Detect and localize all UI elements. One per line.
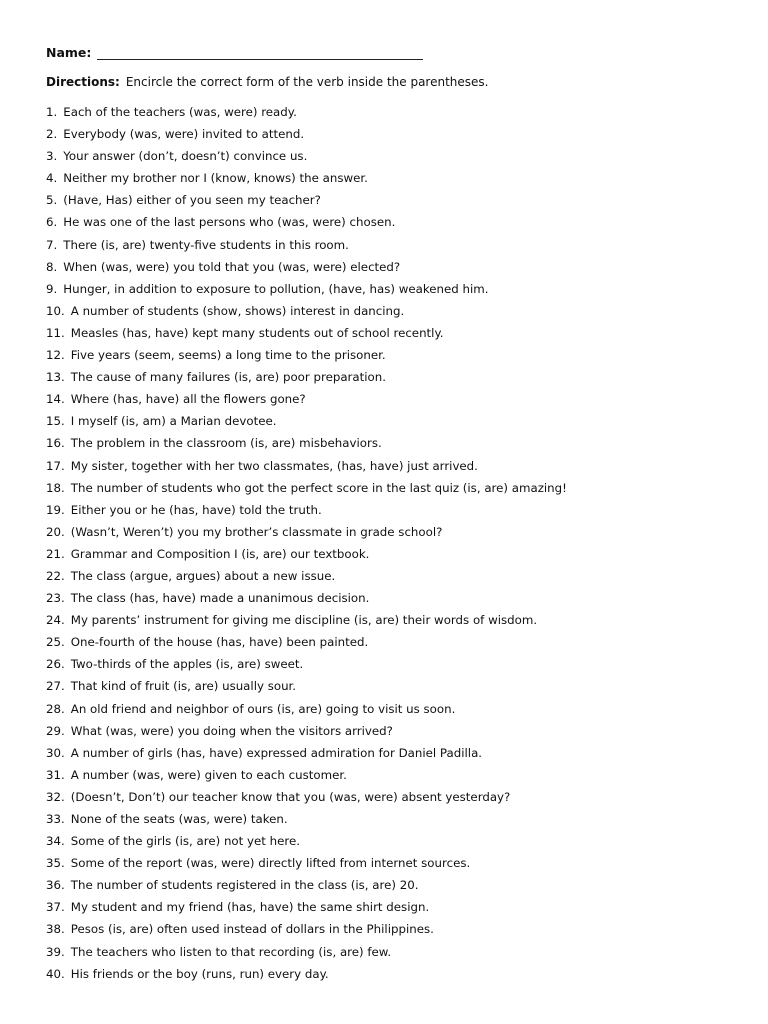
question-number: 4. [46, 171, 58, 186]
question-item [46, 963, 746, 985]
name-row [46, 40, 746, 60]
question-text: His friends or the boy (runs, run) every day. [70, 966, 329, 981]
question-item [46, 786, 746, 808]
directions-text: Encircle the correct form of the verb inside the parentheses. [125, 75, 489, 89]
question-item [46, 587, 746, 609]
question-text: Your answer (don’t, doesn’t) convince us. [63, 149, 308, 164]
question-item [46, 322, 746, 344]
name-blank-line[interactable] [97, 45, 423, 60]
question-item [46, 278, 746, 300]
question-number: 25. [46, 635, 65, 650]
question-item [46, 477, 746, 499]
question-item [46, 565, 746, 587]
question-number: 33. [46, 812, 65, 826]
question-text: The cause of many failures (is, are) poor preparation. [70, 370, 386, 385]
question-number: 37. [46, 900, 65, 915]
question-text: (Wasn’t, Weren’t) you my brother’s classmate in grade school? [70, 524, 443, 539]
question-item [46, 145, 746, 167]
question-number: 35. [46, 856, 65, 871]
question-item [46, 521, 746, 543]
question-text: A number of girls (has, have) expressed admiration for Daniel Padilla. [70, 745, 483, 760]
question-number: 8. [46, 259, 58, 274]
question-item [46, 742, 746, 764]
question-item [46, 764, 746, 786]
question-text: A number (was, were) given to each customer. [70, 767, 347, 782]
question-item [46, 366, 746, 388]
question-item [46, 499, 746, 521]
question-number: 2. [46, 127, 58, 142]
question-number: 29. [46, 723, 65, 738]
question-item [46, 675, 746, 697]
question-number: 38. [46, 922, 65, 937]
question-text: The teachers who listen to that recording (is, are) few. [70, 944, 392, 959]
question-number: 30. [46, 745, 65, 760]
question-text: Grammar and Composition I (is, are) our textbook. [70, 546, 370, 561]
question-text: Where (has, have) all the flowers gone? [70, 392, 306, 407]
name-label: Name: [46, 45, 92, 60]
question-item [46, 631, 746, 653]
question-text: My student and my friend (has, have) the same shirt design. [70, 900, 430, 915]
directions-label: Directions: [46, 75, 120, 89]
question-text: Measles (has, have) kept many students out of school recently. [70, 325, 444, 340]
question-list [46, 101, 746, 985]
question-text: Everybody (was, were) invited to attend. [63, 127, 305, 142]
question-number: 16. [46, 436, 65, 451]
question-item [46, 852, 746, 874]
question-item [46, 410, 746, 432]
question-item [46, 455, 746, 477]
question-item [46, 256, 746, 278]
question-text: (Doesn’t, Don’t) our teacher know that you (was, were) absent yesterday? [70, 789, 511, 804]
question-number: 32. [46, 789, 65, 804]
question-text: I myself (is, am) a Marian devotee. [70, 414, 277, 429]
worksheet-page [46, 40, 746, 985]
question-number: 24. [46, 613, 65, 628]
question-item [46, 808, 746, 830]
question-item [46, 101, 746, 123]
question-text: My parents’ instrument for giving me discipline (is, are) their words of wisdom. [70, 613, 538, 628]
question-text: A number of students (show, shows) interest in dancing. [70, 303, 405, 318]
question-text: The class (has, have) made a unanimous decision. [70, 591, 370, 606]
question-number: 7. [46, 237, 58, 252]
question-number: 13. [46, 370, 65, 385]
question-text: My sister, together with her two classmates, (has, have) just arrived. [70, 458, 478, 473]
question-number: 6. [46, 215, 58, 230]
question-number: 27. [46, 679, 65, 694]
question-item [46, 941, 746, 963]
question-item [46, 300, 746, 322]
question-text: The number of students who got the perfect score in the last quiz (is, are) amazing! [70, 480, 567, 495]
question-item [46, 698, 746, 720]
question-text: (Have, Has) either of you seen my teacher? [63, 193, 321, 208]
question-number: 19. [46, 502, 65, 517]
question-number: 17. [46, 458, 65, 473]
question-text: There (is, are) twenty-five students in this room. [63, 237, 349, 252]
question-number: 20. [46, 524, 65, 539]
question-item [46, 344, 746, 366]
question-number: 11. [46, 325, 65, 340]
question-number: 21. [46, 546, 65, 561]
question-item [46, 874, 746, 896]
question-text: Some of the report (was, were) directly lifted from internet sources. [70, 856, 471, 871]
question-text: Hunger, in addition to exposure to pollution, (have, has) weakened him. [63, 281, 489, 296]
question-text: The class (argue, argues) about a new issue. [70, 568, 336, 583]
question-item [46, 543, 746, 565]
question-text: What (was, were) you doing when the visitors arrived? [70, 723, 393, 738]
question-text: Some of the girls (is, are) not yet here. [70, 834, 300, 849]
question-number: 12. [46, 348, 65, 363]
question-number: 5. [46, 193, 58, 208]
question-item [46, 609, 746, 631]
question-number: 23. [46, 591, 65, 606]
question-text: The number of students registered in the class (is, are) 20. [70, 878, 419, 893]
question-text: Two-thirds of the apples (is, are) sweet. [70, 657, 304, 672]
question-number: 34. [46, 834, 65, 849]
question-number: 1. [46, 105, 58, 119]
question-text: When (was, were) you told that you (was, were) elected? [63, 259, 401, 274]
question-text: That kind of fruit (is, are) usually sour. [70, 679, 297, 694]
question-number: 10. [46, 303, 65, 318]
question-number: 22. [46, 568, 65, 583]
question-item [46, 189, 746, 211]
directions [46, 73, 746, 91]
question-text: The problem in the classroom (is, are) misbehaviors. [70, 436, 382, 451]
question-number: 15. [46, 414, 65, 429]
question-item [46, 167, 746, 189]
question-number: 40. [46, 966, 65, 981]
question-text: One-fourth of the house (has, have) been painted. [70, 635, 369, 650]
question-number: 28. [46, 701, 65, 716]
question-text: Either you or he (has, have) told the truth. [70, 502, 322, 517]
question-item [46, 123, 746, 145]
question-item [46, 896, 746, 918]
question-number: 14. [46, 392, 65, 407]
question-item [46, 918, 746, 940]
question-number: 36. [46, 878, 65, 893]
question-number: 31. [46, 767, 65, 782]
question-number: 9. [46, 281, 58, 296]
question-text: An old friend and neighbor of ours (is, are) going to visit us soon. [70, 701, 456, 716]
question-text: He was one of the last persons who (was, were) chosen. [63, 215, 396, 230]
question-item [46, 830, 746, 852]
question-item [46, 720, 746, 742]
question-item [46, 432, 746, 454]
question-text: Each of the teachers (was, were) ready. [63, 105, 297, 119]
question-text: Five years (seem, seems) a long time to the prisoner. [70, 348, 386, 363]
question-number: 39. [46, 944, 65, 959]
question-text: Pesos (is, are) often used instead of dollars in the Philippines. [70, 922, 434, 937]
question-text: Neither my brother nor I (know, knows) the answer. [63, 171, 368, 186]
question-number: 3. [46, 149, 58, 164]
question-text: None of the seats (was, were) taken. [70, 812, 288, 826]
question-item [46, 211, 746, 233]
question-number: 26. [46, 657, 65, 672]
question-item [46, 653, 746, 675]
question-item [46, 388, 746, 410]
question-number: 18. [46, 480, 65, 495]
question-item [46, 234, 746, 256]
